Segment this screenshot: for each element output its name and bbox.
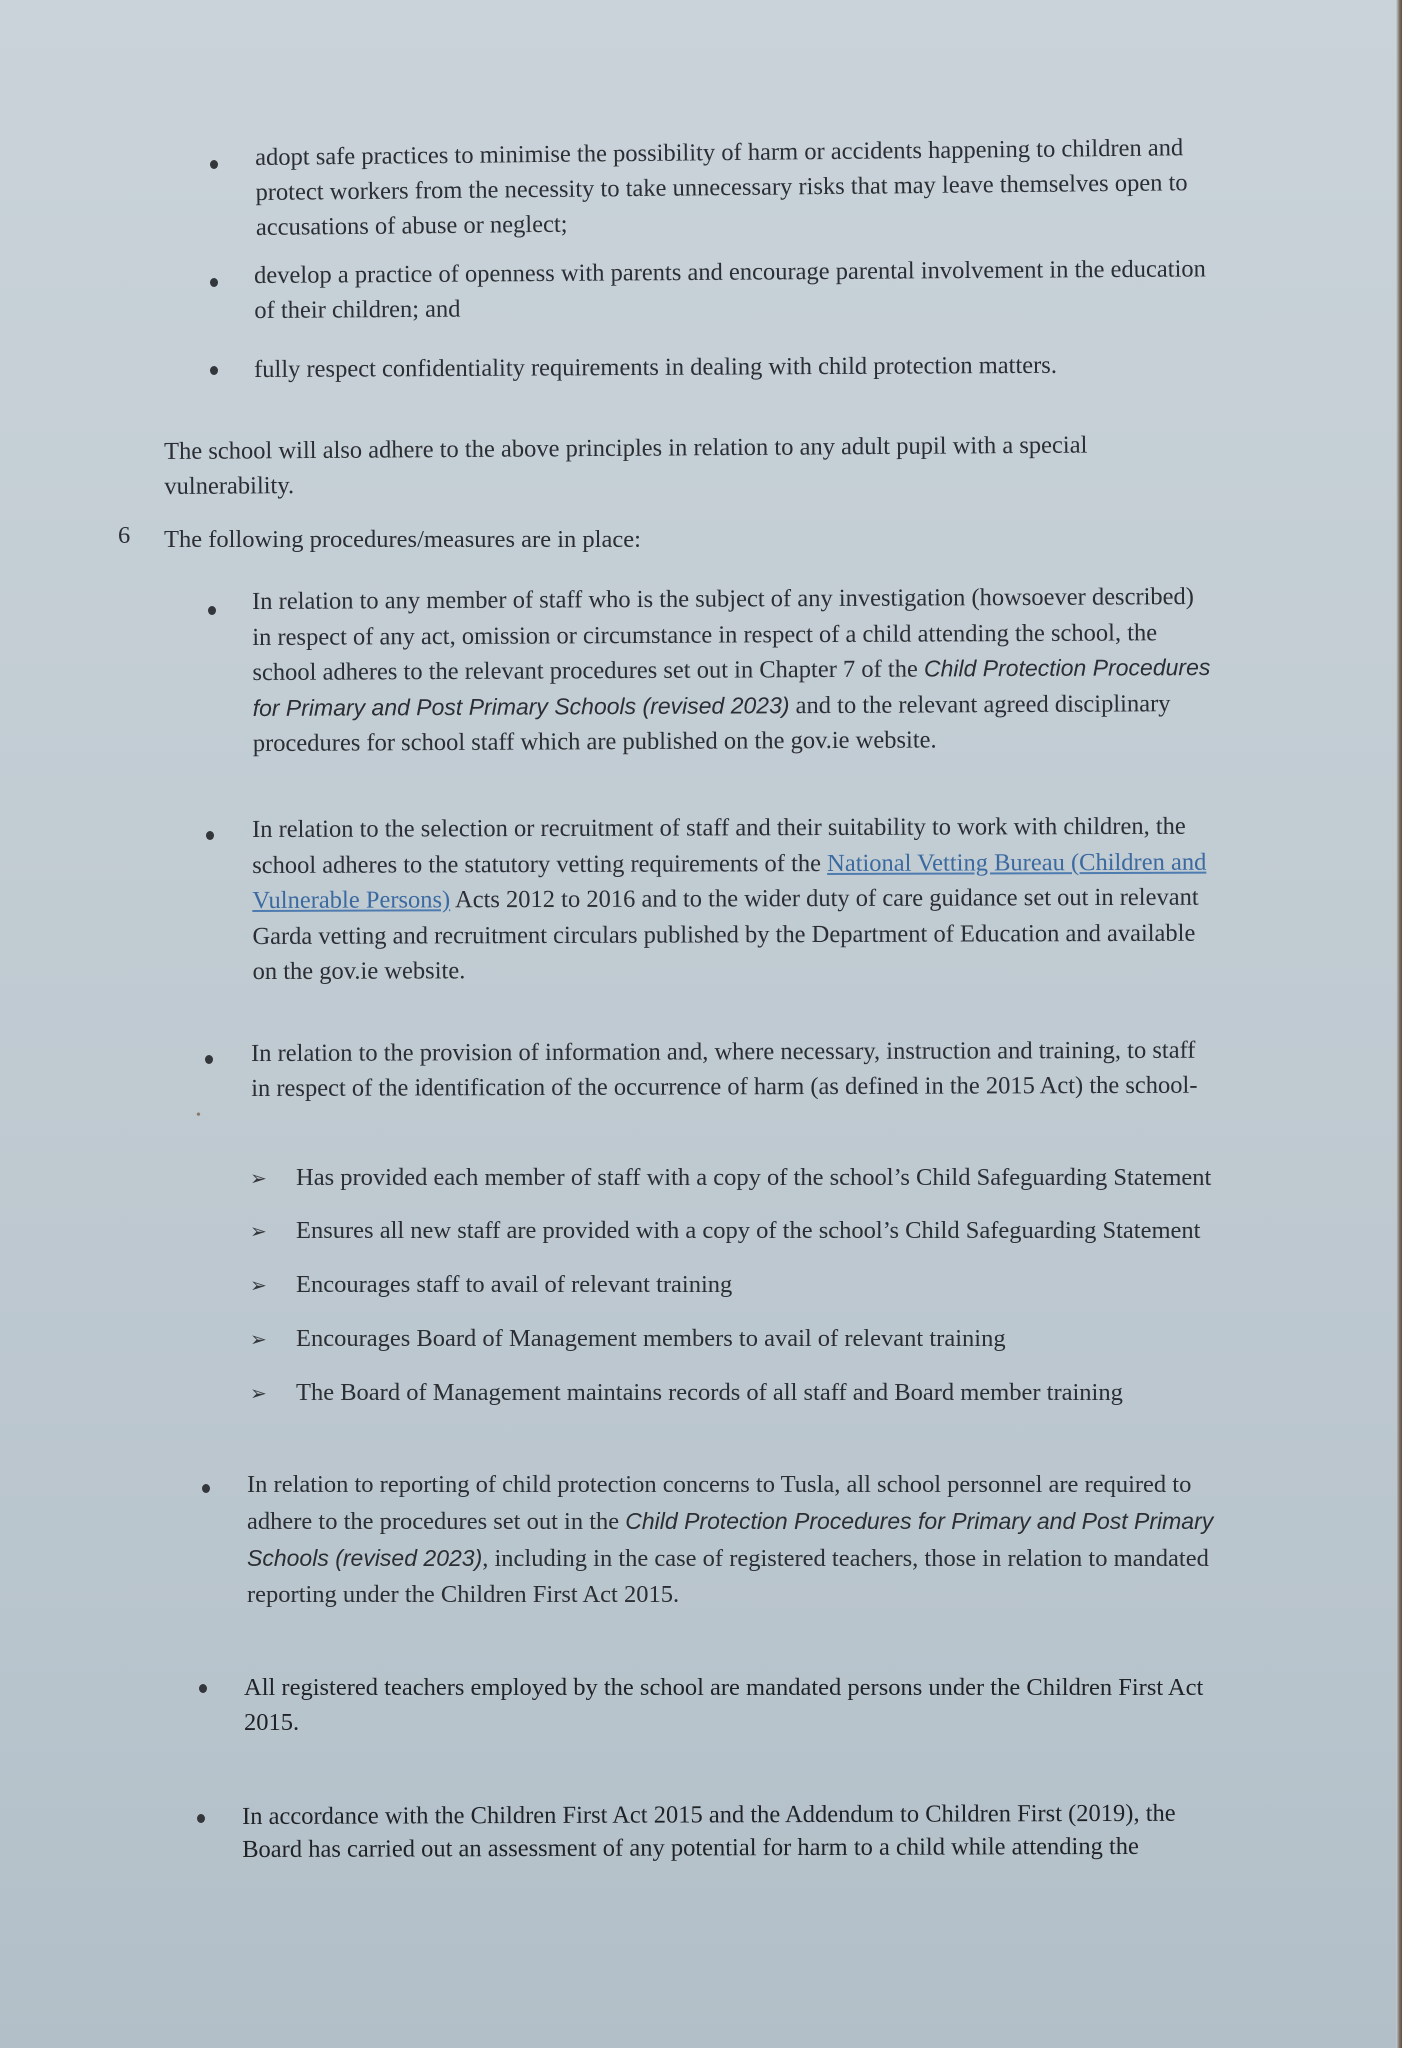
bullet-dot-icon	[205, 1055, 213, 1064]
text-line: In accordance with the Children First Act 2015 and the Addendum to Children First (2019), the	[242, 1799, 1176, 1830]
text-line: procedures for school staff which are published on the gov.ie website.	[252, 726, 937, 757]
bullet-dot-icon	[210, 160, 218, 169]
italic-title: for Primary and Post Primary Schools (revised 2023)	[252, 691, 790, 721]
national-vetting-bureau-link[interactable]: National Vetting Bureau (Children and	[827, 848, 1207, 877]
section-heading: The following procedures/measures are in place:	[164, 526, 641, 553]
text-line: reporting under the Children First Act 2015.	[247, 1581, 680, 1608]
principle-item-3	[254, 348, 1057, 387]
text-line: fully respect confidentiality requirements in dealing with child protection matters.	[254, 351, 1057, 383]
risk-assessment-item	[242, 1797, 1176, 1866]
sub-item: Has provided each member of staff with a copy of the school’s Child Safeguarding Statement	[296, 1164, 1212, 1191]
adult-pupil-paragraph	[164, 428, 1088, 504]
text-line	[252, 650, 1210, 691]
arrowhead-bullet-icon: ➢	[250, 1273, 267, 1297]
text-line: in respect of the identification of the occurrence of harm (as defined in the 2015 Act) the school-	[251, 1071, 1198, 1102]
text-line: Garda vetting and recruitment circulars published by the Department of Education and available	[252, 919, 1196, 950]
national-vetting-bureau-link-cont[interactable]: Vulnerable Persons)	[252, 886, 451, 914]
text-line: 2015.	[244, 1709, 300, 1736]
text-line	[253, 685, 1211, 726]
paper-speck: •	[196, 1108, 201, 1123]
text-line: All registered teachers employed by the school are mandated persons under the Children First Act	[244, 1674, 1204, 1701]
bullet-dot-icon	[210, 278, 218, 287]
text-line: develop a practice of openness with parents and encourage parental involvement in the education	[254, 255, 1206, 289]
text-line: vulnerability.	[164, 472, 295, 500]
text-span: and to the relevant agreed disciplinary	[789, 689, 1171, 719]
principle-item-1	[255, 130, 1188, 245]
text-line: Board has carried out an assessment of any potential for harm to a child while attending the	[242, 1832, 1139, 1863]
principle-item-2	[254, 251, 1206, 328]
bullet-dot-icon	[208, 606, 216, 615]
arrowhead-bullet-icon: ➢	[250, 1327, 267, 1351]
text-line: on the gov.ie website.	[252, 957, 466, 985]
paper-edge	[1396, 0, 1402, 2048]
text-line: of their children; and	[254, 295, 461, 324]
recruitment-item	[252, 809, 1207, 990]
text-span: school adheres to the relevant procedures set out in Chapter 7 of the	[252, 655, 925, 686]
reporting-item	[247, 1467, 1213, 1613]
text-span: adhere to the procedures set out in the	[247, 1508, 626, 1535]
sub-item: The Board of Management maintains records of all staff and Board member training	[296, 1379, 1123, 1406]
text-line	[252, 844, 1206, 883]
bullet-dot-icon	[202, 1484, 210, 1493]
arrowhead-bullet-icon: ➢	[250, 1166, 267, 1190]
arrowhead-bullet-icon: ➢	[250, 1219, 267, 1243]
text-line: protect workers from the necessity to take unnecessary risks that may leave themselves open to	[255, 169, 1188, 206]
bullet-dot-icon	[206, 831, 214, 840]
italic-title: Child Protection Procedures	[923, 653, 1211, 682]
bullet-dot-icon	[210, 366, 218, 375]
text-line: accusations of abuse or neglect;	[255, 210, 568, 241]
text-span: school adheres to the statutory vetting requirements of the	[252, 849, 828, 879]
text-span: Acts 2012 to 2016 and to the wider duty of care guidance set out in relevant	[450, 883, 1199, 914]
sub-item: Ensures all new staff are provided with a copy of the school’s Child Safeguarding Statement	[296, 1217, 1201, 1244]
text-line	[247, 1503, 1213, 1540]
bullet-dot-icon	[199, 1684, 207, 1693]
italic-title: Child Protection Procedures for Primary and Post Primary	[625, 1508, 1214, 1534]
text-line: in respect of any act, omission or circumstance in respect of a child attending the school, the	[252, 618, 1158, 651]
training-item	[251, 1033, 1198, 1106]
italic-title: Schools (revised 2023)	[247, 1545, 483, 1571]
text-line: In relation to reporting of child protection concerns to Tusla, all school personnel are required to	[247, 1471, 1192, 1498]
text-line: In relation to the selection or recruitment of staff and their suitability to work with children, the	[252, 812, 1186, 843]
staff-investigation-item	[252, 579, 1211, 762]
bullet-dot-icon	[197, 1814, 205, 1823]
section-number: 6	[118, 522, 131, 549]
text-span: , including in the case of registered teachers, those in relation to mandated	[482, 1545, 1209, 1572]
text-line	[247, 1540, 1213, 1577]
sub-item: Encourages Board of Management members to avail of relevant training	[296, 1325, 1006, 1352]
sub-item: Encourages staff to avail of relevant training	[296, 1271, 733, 1298]
arrowhead-bullet-icon: ➢	[250, 1381, 267, 1405]
text-line: In relation to the provision of information and, where necessary, instruction and training, to staff	[251, 1036, 1196, 1067]
text-line	[252, 880, 1206, 919]
text-line: adopt safe practices to minimise the possibility of harm or accidents happening to children and	[255, 134, 1184, 171]
text-line: In relation to any member of staff who is the subject of any investigation (howsoever described)	[252, 583, 1195, 615]
mandated-persons-item	[244, 1670, 1203, 1740]
text-line: The school will also adhere to the above principles in relation to any adult pupil with a special	[164, 431, 1088, 465]
